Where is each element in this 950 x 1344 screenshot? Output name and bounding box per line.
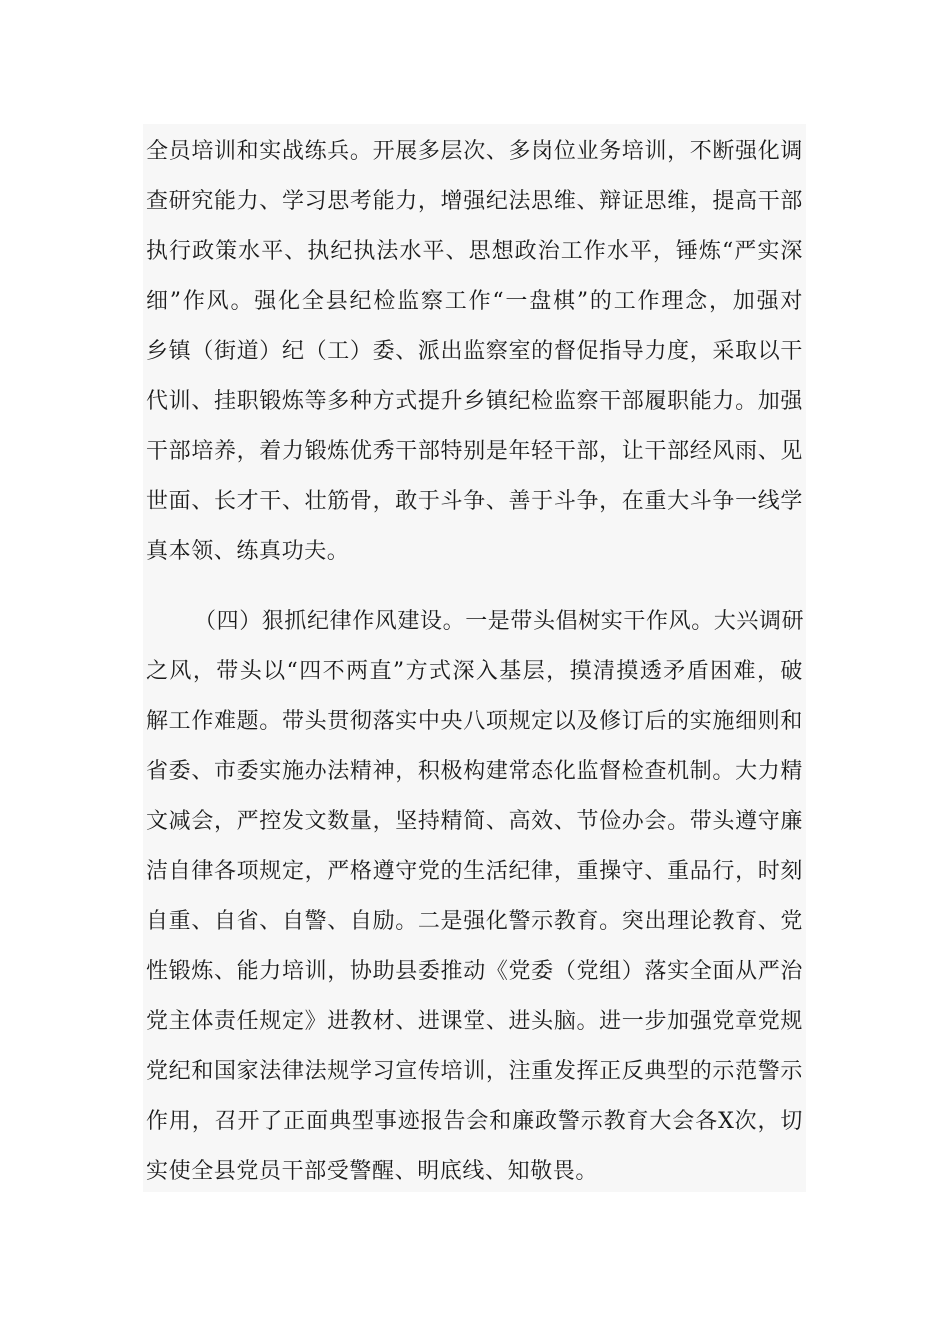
paragraph-training <box>146 127 803 577</box>
text-line: 执行政策水平、执纪执法水平、思想政治工作水平，锤炼“严实深 <box>146 239 803 264</box>
text-line: 文减会，严控发文数量，坚持精简、高效、节俭办会。带头遵守廉 <box>146 809 803 834</box>
text-line: 洁自律各项规定，严格遵守党的生活纪律，重操守、重品行，时刻 <box>146 859 803 884</box>
text-line: 世面、长才干、壮筋骨，敢于斗争、善于斗争，在重大斗争一线学 <box>146 489 803 514</box>
text-block <box>143 124 806 1192</box>
text-line: 乡镇（街道）纪（工）委、派出监察室的督促指导力度，采取以干 <box>146 339 803 364</box>
paragraph-discipline <box>146 597 803 1197</box>
text-line: 干部培养，着力锻炼优秀干部特别是年轻干部，让干部经风雨、见 <box>146 439 803 464</box>
text-line: 之风，带头以“四不两直”方式深入基层，摸清摸透矛盾困难，破 <box>146 659 803 684</box>
text-line: 党主体责任规定》进教材、进课堂、进头脑。进一步加强党章党规 <box>146 1009 803 1034</box>
text-line-first: （四）狠抓纪律作风建设。一是带头倡树实干作风。大兴调研 <box>194 609 805 634</box>
text-line: 细”作风。强化全县纪检监察工作“一盘棋”的工作理念，加强对 <box>146 289 803 314</box>
text-line: 解工作难题。带头贯彻落实中央八项规定以及修订后的实施细则和 <box>146 709 803 734</box>
text-line: 作用，召开了正面典型事迹报告会和廉政警示教育大会各X次，切 <box>146 1109 803 1134</box>
text-line: 省委、市委实施办法精神，积极构建常态化监督检查机制。大力精 <box>146 759 803 784</box>
text-line: 代训、挂职锻炼等多种方式提升乡镇纪检监察干部履职能力。加强 <box>146 389 803 414</box>
text-line: 性锻炼、能力培训，协助县委推动《党委（党组）落实全面从严治 <box>146 959 803 984</box>
text-line: 真本领、练真功夫。 <box>146 539 350 564</box>
text-line: 党纪和国家法律法规学习宣传培训，注重发挥正反典型的示范警示 <box>146 1059 803 1084</box>
text-line: 查研究能力、学习思考能力，增强纪法思维、辩证思维，提高干部 <box>146 189 803 214</box>
text-line: 全员培训和实战练兵。开展多层次、多岗位业务培训，不断强化调 <box>146 139 803 164</box>
text-line: 实使全县党员干部受警醒、明底线、知敬畏。 <box>146 1159 599 1184</box>
text-line: 自重、自省、自警、自励。二是强化警示教育。突出理论教育、党 <box>146 909 803 934</box>
